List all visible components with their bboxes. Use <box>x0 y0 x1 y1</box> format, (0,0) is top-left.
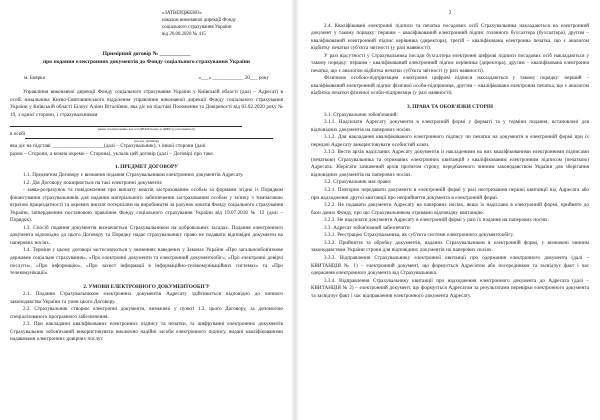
person-caption: (посада, прізвище) <box>134 138 159 143</box>
preamble-paragraph: Управління виконавчої дирекції Фонду соціального страхування України у Київській області (далі – Адресат) в особі начальника Києво-Святошинського відділення управління виконавчої дирекції Фонду соціального страхування України у Київській області Білоус Аліни Віталіївни, яка діє на підставі Положення та Довіреності від 03.02.2020 року № 19, з однієї сторони, і страхувальником <box>10 89 283 118</box>
clause-1-4: 1.4. Терміни у цьому договорі застосовуються у значеннях наведених у Законах України «Про загальнообов'язкове державне соціальне страхування», «Про електронні документи та електронний документообіг», «Про електронні довірчі послуги», «Про інформацію», «Про захист інформації в інформаційно-телекомунікаційних системах» та «Про телекомунікації». <box>10 247 283 277</box>
clause-1-2-bullet: - заява-розрахунок та повідомлення про виплату коштів застрахованим особам за формами згідно із Порядком фінансування страхувальників для надання матеріального забезпечення застрахованим особам у зв'язку з тимчасовою втратою працездатності та окремих виплат потерпілим на виробництві за рахунок коштів Фонду соціального страхування України, затвердженим постановою правління Фонду соціального страхування України від 19.07.2018 № 12 (далі – Порядок). <box>10 187 283 224</box>
clause-2-4-note-2: Фізичною особою-підприємцем електронні цифрові підписи накладаються у такому порядку: перший – кваліфікований електронний підпис фізичної особи-підприємця, другим – кваліфікована електронна печатка, що є аналогом відбитка печатки фізичної особи-підприємця (у разі наявності). <box>311 75 589 97</box>
approval-line-3: соціального страхування України <box>162 25 232 31</box>
page-right <box>300 0 600 420</box>
clause-3-1-3: 3.1.3. Вести архів надісланих Адресату документів із накладеними на них кваліфікованими електронними підписами (печаткою) Страхувальника та отриманих електронних квитанцій з кваліфікованим електронним підписом (печаткою) Адресата. Зберігати зазначений архів протягом строку, передбаченого чинним законодавством України для зберігання відповідних документів на паперових носіях. <box>311 149 589 178</box>
page-left <box>0 0 291 420</box>
clause-3-2-1: 3.2.1. Повторно передавати документи в електронній формі у разі неотримання першої квитанції від Адресата або при надходженні другої квитанції про неприйняття документа в електронній формі. <box>311 187 589 201</box>
clause-2-3: 2.3. При накладанні кваліфікованих електронних підпису та печатки, та шифруванні електронних документів Страхувальник зобов'язаний використовувати виключно надійні засоби електронного підпису, видані кваліфікованими надавачами електронних довірчих послуг. <box>10 321 283 343</box>
clause-3-3-1: 3.3.1. Реєстрацію Страхувальника, як суб'єкта системи електронного документообігу. <box>324 232 514 239</box>
clause-3-3: 3.3. Адресат зобов'язаний забезпечити: <box>324 224 411 231</box>
insurer-name-caption: (назва страхувальника, код за ЄДРПОУ/номер за ДРФО (у разі наявності) <box>97 126 196 131</box>
clause-3-3-2: 3.3.2. Прийняття та обробку документів, наданих Страхувальником в електронній формі, у визначені чинним законодавством України строки для відповідних документів на паперових носіях. <box>311 239 589 254</box>
clause-3-1: 3.1. Страхувальник зобов'язаний: <box>324 111 398 118</box>
clause-3-3-3: 3.3.3. Відправлення Страхувальнику електронної квитанції про одержання електронного документа (далі – КВИТАНЦІЯ № 1) – електронний документ, що формується Адресатом або посередником та засвідчує факт і час одержання електронного документа від Страхувальника. <box>311 254 589 277</box>
clause-3-2-3: 3.2.3. Не надсилати документи Адресату в електронній формі у разі їх подання на паперових носіях. <box>324 217 549 224</box>
approval-block <box>162 10 290 38</box>
clause-2-2: 2.2. Страхувальник створює електронні документи, визначені у пункті 1.2. цього Договору, за допомогою спеціалізованого програмного забезпечення. <box>10 306 283 320</box>
clause-2-4: 2.4. Кваліфіковані електронні підписи та печатка посадових осіб Страхувальника накладаються на електронний документ у такому порядку: першим – кваліфікований електронний підпис головного бухгалтера (бухгалтера), другим – кваліфікований електронний підпис керівника (директора), третій – кваліфікована електронна печатка, що є аналогом відбитку печатки суб'єкта звітності (у разі наявності). <box>311 22 589 52</box>
insurer-name-fill <box>10 119 283 127</box>
section-1-heading: 1. ПРЕДМЕТ ДОГОВОРУ <box>115 164 178 171</box>
contract-title-subject: про подання електронних документів до Фонду соціального страхування України <box>42 59 251 66</box>
clause-1-3: 1.3. Спосіб подання документів визначається Страхувальником на добровільних засадах. Подання електронного документа відповідно до цього Договору та Порядку надає страхувальнику право не подавати відповідні документи на паперових носіях. <box>10 224 283 246</box>
section-2-heading: 2. УМОВИ ЕЛЕКТРОННОГО ДОКУМЕНТООБІГУ <box>83 283 210 290</box>
clause-3-2: 3.2. Страхувальник має право: <box>324 179 392 186</box>
person-label: в особі <box>10 131 26 138</box>
page-number: 2 <box>448 10 452 16</box>
city-label: м. Боярка <box>24 74 45 81</box>
clause-3-1-1: 3.1.1. Надсилати Адресату документи в електронній формі у форматі та у терміни подання, встановлені для відповідних документів на паперових носіях. <box>311 119 589 133</box>
approval-line-1: «ЗАТВЕРДЖЕНО» <box>162 11 202 16</box>
basis-line-2: разом – Сторони, а кожна окремо – Сторона), уклали цей договір (далі – Договір) про таке. <box>10 150 215 157</box>
basis-line-1: яка діє на підставі ____________________(далі – Страхувальник), з іншої сторони (далі <box>10 143 206 150</box>
person-fill-row <box>10 131 283 139</box>
clause-3-3-4: 3.3.4. Відправлення Страхувальнику квитанції про надходження електронного документа до Адресата (далі – КВИТАНЦІЯ № 2) – електронний документ, що формується Адресатом за результатами перевірки електронного документа та засвідчує факт і час відправлення електронного документа Адресату. <box>311 277 589 299</box>
approval-line-2: наказом виконавчої дирекції Фонду <box>162 18 237 24</box>
approval-line-4: від 26.08.2020 № 415 <box>162 32 206 38</box>
contract-title-number: Примірний договір № ___________ <box>102 51 191 58</box>
clause-1-1: 1.1. Предметом Договору є визнання подання Страхувальником електронних документів Адресату. <box>23 171 244 178</box>
clause-2-1: 2.1. Подання Страхувальником електронних документів Адресату здійснюється відповідно до чинного законодавства України та умов цього Договору. <box>10 291 283 305</box>
clause-1-2: 1.2. Дія Договору поширюється на такі електронні документи: <box>23 179 163 186</box>
city-date-row <box>10 75 283 83</box>
clause-2-4-note-1: У разі відсутності у Страхувальника посади бухгалтера електронні цифрові підписи посадових осіб накладаються у такому порядку: першим - кваліфікований електронний підпис керівника (директора), другим – кваліфікована електронна печатка, що є аналогом відбитка печатки суб'єкта звітності (у разі наявності). <box>311 52 589 74</box>
section-3-heading: 3. ПРАВА ТА ОБОВ'ЯЗКИ СТОРІН <box>406 103 493 110</box>
clause-3-1-2: 3.1.2. Для накладання кваліфікованого електронного підпису чи печатки на документи в електронній формі при їх передачі Адресату використовувати особистий ключ. <box>311 134 589 148</box>
clause-3-2-2: 3.2.2. Не подавати документи Адресату на паперових носіях, якщо їх надіслано в електронній формі, прийнято до бази даних Фонду, про що Страхувальником отримано відповідну квитанцію. <box>311 202 589 216</box>
date-label: «___» ____________ 20___ року <box>198 74 269 81</box>
page-gutter <box>291 0 300 420</box>
